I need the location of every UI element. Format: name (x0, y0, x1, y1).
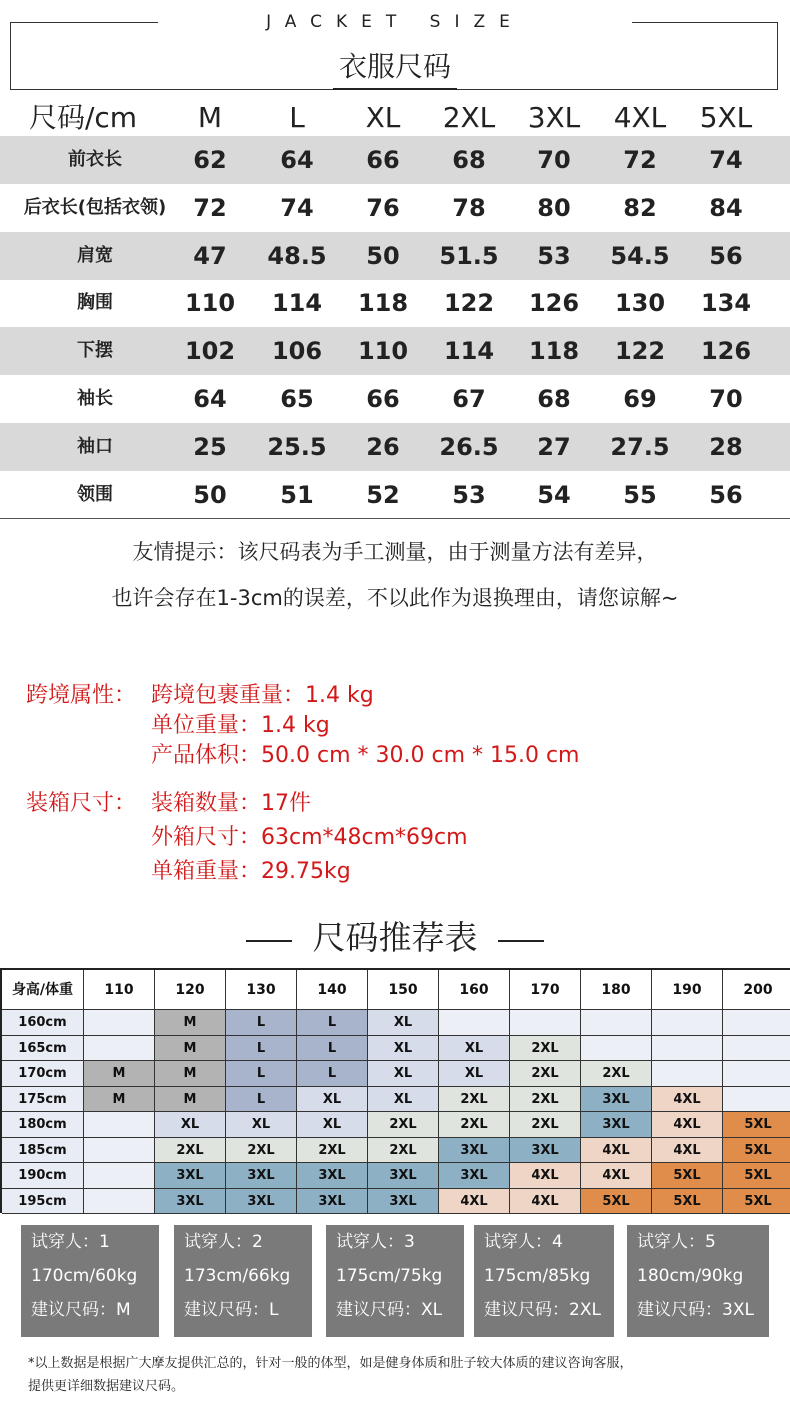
rec-size-cell: 2XL (297, 1138, 368, 1164)
size-column-header: 5XL (699, 101, 753, 134)
rec-size-cell: 5XL (652, 1163, 723, 1189)
rec-size-cell: 3XL (439, 1138, 510, 1164)
rec-size-cell: L (226, 1036, 297, 1062)
tester-card (21, 1225, 159, 1337)
size-table-row (0, 279, 790, 327)
tester-card (474, 1225, 614, 1337)
measure-value: 106 (271, 337, 323, 366)
rec-height-label: 175cm (2, 1087, 84, 1113)
rec-size-cell: M (155, 1061, 226, 1087)
shipping-attr-line: 产品体积：50.0 cm * 30.0 cm * 15.0 cm (151, 743, 580, 768)
rec-size-cell: 3XL (368, 1163, 439, 1189)
rec-size-cell: XL (439, 1061, 510, 1087)
rec-size-cell: XL (297, 1087, 368, 1113)
rec-corner-label: 身高/体重 (2, 970, 84, 1010)
rec-size-cell (84, 1138, 155, 1164)
rec-size-cell: L (297, 1061, 368, 1087)
rec-size-cell: 3XL (368, 1189, 439, 1215)
rec-size-cell: M (84, 1087, 155, 1113)
measure-value: 62 (193, 146, 227, 174)
measure-value: 26.5 (439, 432, 499, 461)
tester-name: 试穿人：1 (31, 1232, 110, 1252)
rec-size-cell: 3XL (581, 1112, 652, 1138)
measure-value: 54.5 (610, 241, 670, 270)
rec-size-cell: 4XL (652, 1138, 723, 1164)
measure-value: 78 (452, 193, 486, 222)
rec-height-label: 160cm (2, 1010, 84, 1036)
measure-value: 102 (184, 337, 236, 366)
tester-size: 建议尺码：L (184, 1300, 279, 1320)
rec-size-cell: 4XL (581, 1138, 652, 1164)
measure-value: 53 (537, 241, 571, 270)
measure-value: 68 (452, 146, 486, 174)
tester-body: 175cm/85kg (484, 1266, 591, 1286)
shipping-attr-line: 跨境包裹重量：1.4 kg (151, 683, 374, 708)
tip-line-1: 友情提示：该尺码表为手工测量，由于测量方法有差异， (132, 540, 658, 564)
measure-label: 领围 (77, 483, 113, 505)
rec-size-cell: 5XL (723, 1112, 790, 1138)
rec-size-cell: M (84, 1061, 155, 1087)
measure-value: 50 (193, 480, 227, 509)
measure-value: 64 (280, 146, 314, 174)
measure-value: 72 (193, 193, 227, 222)
rec-size-cell: 5XL (652, 1189, 723, 1215)
measure-value: 76 (366, 193, 400, 222)
measure-value: 82 (623, 193, 657, 222)
footnote-line-2: 提供更详细数据建议尺码。 (28, 1379, 185, 1394)
rec-size-cell: 4XL (510, 1189, 581, 1215)
rec-weight-header: 180 (581, 970, 652, 1010)
measure-label: 胸围 (77, 292, 113, 314)
rec-title: 尺码推荐表 (312, 918, 478, 957)
rec-size-cell: 2XL (155, 1138, 226, 1164)
size-table-row (0, 327, 790, 375)
measure-value: 64 (193, 385, 227, 413)
measure-value: 53 (452, 480, 486, 509)
rec-size-cell: M (155, 1010, 226, 1036)
measure-label: 前衣长 (68, 149, 122, 170)
measure-value: 66 (366, 385, 400, 413)
measure-value: 68 (537, 385, 571, 413)
measure-value: 27 (537, 432, 571, 461)
size-table-row (0, 184, 790, 232)
rec-size-cell (84, 1112, 155, 1138)
measure-value: 66 (366, 146, 400, 174)
rec-size-cell: 2XL (510, 1087, 581, 1113)
size-column-header: 4XL (613, 101, 667, 134)
rec-size-cell: 2XL (510, 1036, 581, 1062)
rec-height-label: 185cm (2, 1138, 84, 1164)
size-table-row (0, 375, 790, 423)
rec-size-cell: 3XL (510, 1138, 581, 1164)
measure-value: 56 (709, 480, 743, 509)
header-chinese-title: 衣服尺码 (338, 50, 451, 83)
tester-body: 175cm/75kg (336, 1266, 443, 1286)
measure-value: 80 (537, 193, 571, 222)
tester-body: 170cm/60kg (31, 1266, 138, 1286)
rec-size-cell: 2XL (510, 1112, 581, 1138)
tester-size: 建议尺码：XL (336, 1300, 443, 1320)
size-column-header: 3XL (527, 101, 581, 134)
size-column-header: XL (365, 101, 401, 134)
rec-size-cell: XL (439, 1036, 510, 1062)
tester-body: 173cm/66kg (184, 1266, 291, 1286)
rec-size-cell: 3XL (581, 1087, 652, 1113)
size-column-header: M (197, 101, 223, 134)
rec-size-cell: 5XL (723, 1138, 790, 1164)
rec-size-cell (723, 1010, 790, 1036)
measure-value: 130 (614, 289, 666, 318)
rec-size-cell: 4XL (581, 1163, 652, 1189)
rec-size-cell: XL (226, 1112, 297, 1138)
size-table-row (0, 232, 790, 280)
shipping-attr-line: 单位重量：1.4 kg (151, 713, 330, 738)
rec-size-cell: 2XL (581, 1061, 652, 1087)
measure-value: 48.5 (267, 241, 327, 270)
rec-size-cell: 3XL (226, 1163, 297, 1189)
rec-size-cell: 4XL (652, 1087, 723, 1113)
rec-size-cell (723, 1061, 790, 1087)
measure-value: 25.5 (267, 432, 327, 461)
rec-size-cell: 3XL (439, 1163, 510, 1189)
size-table-row (0, 471, 790, 519)
rec-size-cell (652, 1061, 723, 1087)
size-unit-label: 尺码/cm (28, 101, 138, 134)
measure-value: 47 (193, 241, 227, 270)
rec-size-cell: XL (155, 1112, 226, 1138)
measure-value: 54 (537, 480, 571, 509)
rec-size-cell: 2XL (226, 1138, 297, 1164)
rec-weight-header: 160 (439, 970, 510, 1010)
measure-value: 50 (366, 241, 400, 270)
shipping-box-line: 单箱重量：29.75kg (151, 859, 351, 884)
tester-card (627, 1225, 769, 1337)
rec-size-cell: 3XL (297, 1163, 368, 1189)
size-column-header: 2XL (442, 101, 496, 134)
rec-size-cell (581, 1036, 652, 1062)
rec-size-cell: 2XL (510, 1061, 581, 1087)
rec-size-cell (84, 1163, 155, 1189)
measure-value: 122 (443, 289, 495, 318)
rec-size-cell (84, 1189, 155, 1215)
rec-size-cell: M (155, 1087, 226, 1113)
measure-value: 122 (614, 337, 666, 366)
shipping-attr-label: 跨境属性： (26, 683, 137, 708)
size-table-row (0, 423, 790, 471)
rec-size-cell: 2XL (439, 1112, 510, 1138)
tester-size: 建议尺码：M (31, 1300, 131, 1320)
rec-size-cell: XL (368, 1036, 439, 1062)
rec-size-cell (723, 1036, 790, 1062)
rec-size-cell: M (155, 1036, 226, 1062)
measure-value: 51 (280, 480, 314, 509)
rec-title-dash-right (498, 940, 544, 942)
rec-size-cell (581, 1010, 652, 1036)
rec-size-cell (84, 1010, 155, 1036)
measure-value: 25 (193, 432, 227, 461)
size-table-divider (0, 518, 790, 519)
rec-size-cell: L (226, 1061, 297, 1087)
rec-height-label: 165cm (2, 1036, 84, 1062)
measure-value: 51.5 (439, 241, 499, 270)
measure-value: 84 (709, 193, 743, 222)
rec-size-cell (84, 1036, 155, 1062)
measure-value: 56 (709, 241, 743, 270)
rec-size-cell: 2XL (439, 1087, 510, 1113)
rec-size-cell (510, 1010, 581, 1036)
rec-size-cell (723, 1087, 790, 1113)
rec-size-cell: 5XL (723, 1189, 790, 1215)
rec-size-cell: XL (368, 1061, 439, 1087)
tester-card (326, 1225, 464, 1337)
rec-size-cell: 5XL (581, 1189, 652, 1215)
rec-size-cell (652, 1036, 723, 1062)
measure-value: 118 (528, 337, 580, 366)
measure-label: 肩宽 (77, 244, 113, 266)
shipping-box-line: 装箱数量：17件 (151, 791, 311, 816)
rec-weight-header: 120 (155, 970, 226, 1010)
rec-size-cell: XL (297, 1112, 368, 1138)
measure-label: 后衣长(包括衣领) (23, 196, 167, 218)
measure-value: 114 (271, 289, 323, 318)
rec-weight-header: 190 (652, 970, 723, 1010)
rec-weight-header: 150 (368, 970, 439, 1010)
header-english-title: JACKET SIZE (266, 12, 524, 32)
tester-name: 试穿人：3 (336, 1232, 415, 1252)
tester-body: 180cm/90kg (637, 1266, 744, 1286)
size-table-header-row (0, 94, 790, 142)
measure-value: 70 (537, 146, 571, 174)
tester-size: 建议尺码：3XL (637, 1300, 754, 1320)
measure-value: 126 (700, 337, 752, 366)
rec-weight-header: 110 (84, 970, 155, 1010)
rec-size-cell: L (226, 1010, 297, 1036)
rec-size-cell: XL (368, 1010, 439, 1036)
measure-value: 55 (623, 480, 657, 509)
measure-value: 28 (709, 432, 743, 461)
rec-size-cell: L (226, 1087, 297, 1113)
measure-label: 袖口 (77, 435, 113, 457)
rec-height-label: 170cm (2, 1061, 84, 1087)
rec-size-cell (439, 1010, 510, 1036)
tester-name: 试穿人：2 (184, 1232, 263, 1252)
rec-size-cell: 4XL (439, 1189, 510, 1215)
rec-size-cell: 3XL (155, 1189, 226, 1215)
tester-name: 试穿人：4 (484, 1232, 563, 1252)
measure-value: 114 (443, 337, 495, 366)
measure-value: 74 (280, 193, 314, 222)
rec-size-cell: 4XL (652, 1112, 723, 1138)
rec-height-label: 190cm (2, 1163, 84, 1189)
tip-line-2: 也许会存在1-3cm的误差，不以此作为退换理由，请您谅解~ (111, 586, 679, 610)
measure-label: 袖长 (77, 388, 113, 409)
tester-size: 建议尺码：2XL (484, 1300, 601, 1320)
rec-height-label: 195cm (2, 1189, 84, 1215)
rec-weight-header: 140 (297, 970, 368, 1010)
rec-size-cell: 3XL (226, 1189, 297, 1215)
size-column-header: L (289, 101, 305, 134)
rec-size-cell: 3XL (155, 1163, 226, 1189)
rec-size-cell (652, 1010, 723, 1036)
measure-value: 26 (366, 432, 400, 461)
rec-size-cell: XL (368, 1087, 439, 1113)
measure-value: 110 (357, 337, 409, 366)
measure-value: 70 (709, 385, 743, 413)
measure-value: 65 (280, 385, 314, 413)
rec-size-cell: 3XL (297, 1189, 368, 1215)
tester-name: 试穿人：5 (637, 1232, 716, 1252)
measure-value: 110 (184, 289, 236, 318)
measure-label: 下摆 (77, 340, 113, 362)
rec-weight-header: 130 (226, 970, 297, 1010)
rec-size-cell: L (297, 1036, 368, 1062)
measure-value: 74 (709, 146, 743, 174)
rec-weight-header: 200 (723, 970, 790, 1010)
measure-value: 118 (357, 289, 409, 318)
rec-height-label: 180cm (2, 1112, 84, 1138)
rec-size-cell: 5XL (723, 1163, 790, 1189)
rec-size-cell: 4XL (510, 1163, 581, 1189)
shipping-box-label: 装箱尺寸： (26, 791, 137, 816)
rec-weight-header: 170 (510, 970, 581, 1010)
measure-value: 72 (623, 146, 657, 174)
measure-value: 27.5 (610, 432, 670, 461)
measure-value: 52 (366, 480, 400, 509)
recommend-table (0, 968, 790, 1213)
rec-size-cell: 2XL (368, 1138, 439, 1164)
measure-value: 67 (452, 385, 486, 413)
rec-size-cell: L (297, 1010, 368, 1036)
measure-value: 134 (700, 289, 752, 318)
tester-card (174, 1225, 312, 1337)
footnote-line-1: *以上数据是根据广大摩友提供汇总的，针对一般的体型，如是健身体质和肚子较大体质的建议咨询客服， (28, 1356, 633, 1371)
header-underline (333, 88, 457, 90)
measure-value: 126 (528, 289, 580, 318)
size-table-row (0, 136, 790, 184)
shipping-box-line: 外箱尺寸：63cm*48cm*69cm (151, 825, 468, 850)
rec-size-cell: 2XL (368, 1112, 439, 1138)
measure-value: 69 (623, 385, 657, 413)
